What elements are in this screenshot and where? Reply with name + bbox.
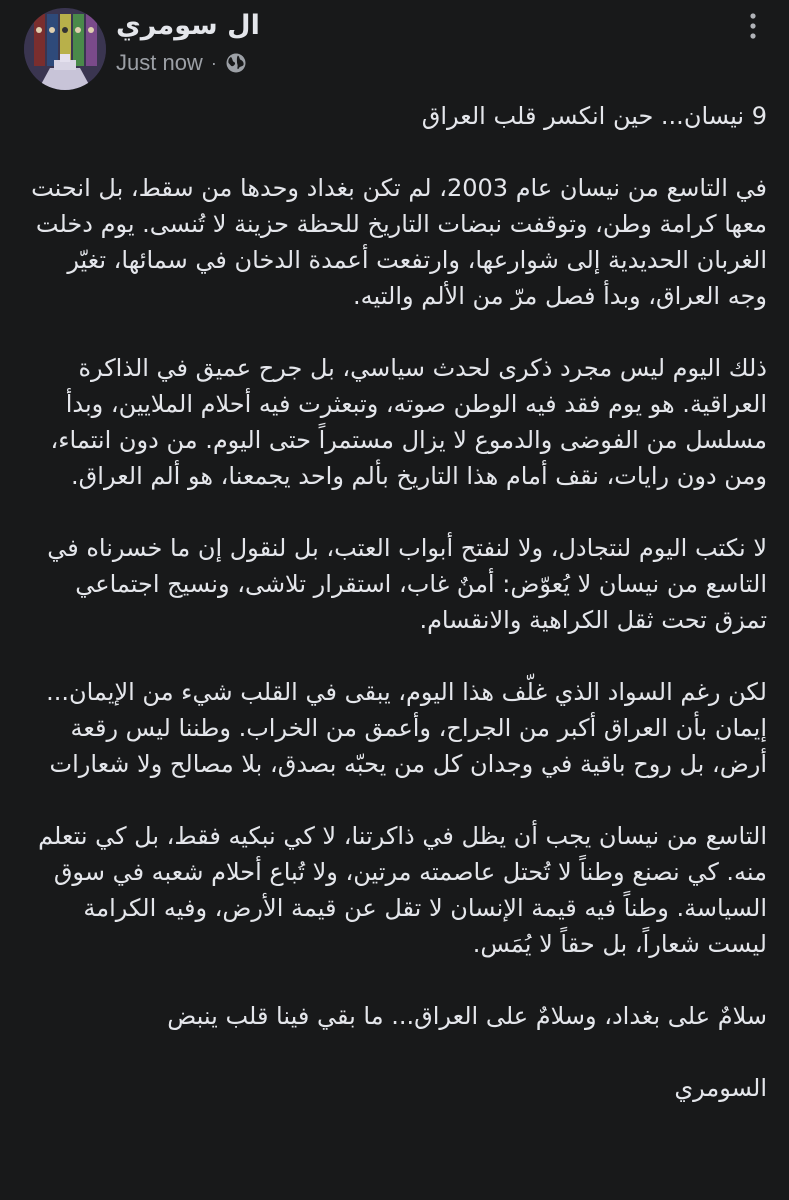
avatar-image [24,8,106,90]
post-paragraph-2: ذلك اليوم ليس مجرد ذكرى لحدث سياسي، بل جرح عميق في الذاكرة العراقية. هو يوم فقد فيه الوطن صوته، وتبعثرت فيه أحلام الملايين، وبدأ مسلسل من الفوضى والدموع لا يزال مستمراً حتى اليوم. من دون انتماء، ومن دون رايات، نقف أمام هذا التاريخ بألم واحد يجمعنا، هو ألم العراق. [50,354,767,490]
post-paragraph-1: في التاسع من نيسان عام 2003، لم تكن بغداد وحدها من سقط، بل انحنت معها كرامة وطن، وتوقفت نبضات التاريخ للحظة حزينة لا تُنسى. يوم دخلت الغربان الحديدية إلى شوارعها، وارتفعت أعمدة الدخان في سمائها، تغيّر وجه العراق، وبدأ فصل مرّ من الألم والتيه. [31,174,767,310]
post-signature: السومري [674,1074,767,1102]
post-title: 9 نيسان... حين انكسر قلب العراق [421,102,767,130]
post-timestamp[interactable]: Just now [116,50,203,75]
globe-icon[interactable] [225,52,247,74]
post-paragraph-6: سلامٌ على بغداد، وسلامٌ على العراق... ما بقي فينا قلب ينبض [167,1002,767,1030]
post-paragraph-4: لكن رغم السواد الذي غلّف هذا اليوم، يبقى في القلب شيء من الإيمان... إيمان بأن العراق أكبر من الجراح، وأعمق من الخراب. وطننا ليس رقعة أرض، بل روح باقية في وجدان كل من يحبّه بصدق، بلا مصالح ولا شعارات [46,678,767,778]
post-meta [116,50,247,76]
post-content [22,98,767,1142]
post-paragraph-3: لا نكتب اليوم لنتجادل، ولا لنفتح أبواب العتب، بل لنقول إن ما خسرناه في التاسع من نيسان لا يُعوّض: أمنٌ غاب، استقرار تلاشى، ونسيج اجتماعي تمزق تحت ثقل الكراهية والانقسام. [47,534,767,634]
more-options-button[interactable] [739,12,767,40]
author-name[interactable]: ال سومري [116,10,260,41]
ellipsis-icon [749,13,757,39]
post-paragraph-5: التاسع من نيسان يجب أن يظل في ذاكرتنا، لا كي نبكيه فقط، بل كي نتعلم منه. كي نصنع وطناً لا تُحتل عاصمته مرتين، ولا تُباع أحلام شعبه في سوق السياسة. وطناً فيه قيمة الإنسان لا تقل عن قيمة الأرض، وفيه الكرامة ليست شعاراً، بل حقاً لا يُمَس. [38,822,767,958]
avatar[interactable] [24,8,106,90]
post-header [0,0,789,96]
meta-separator: · [210,52,217,73]
